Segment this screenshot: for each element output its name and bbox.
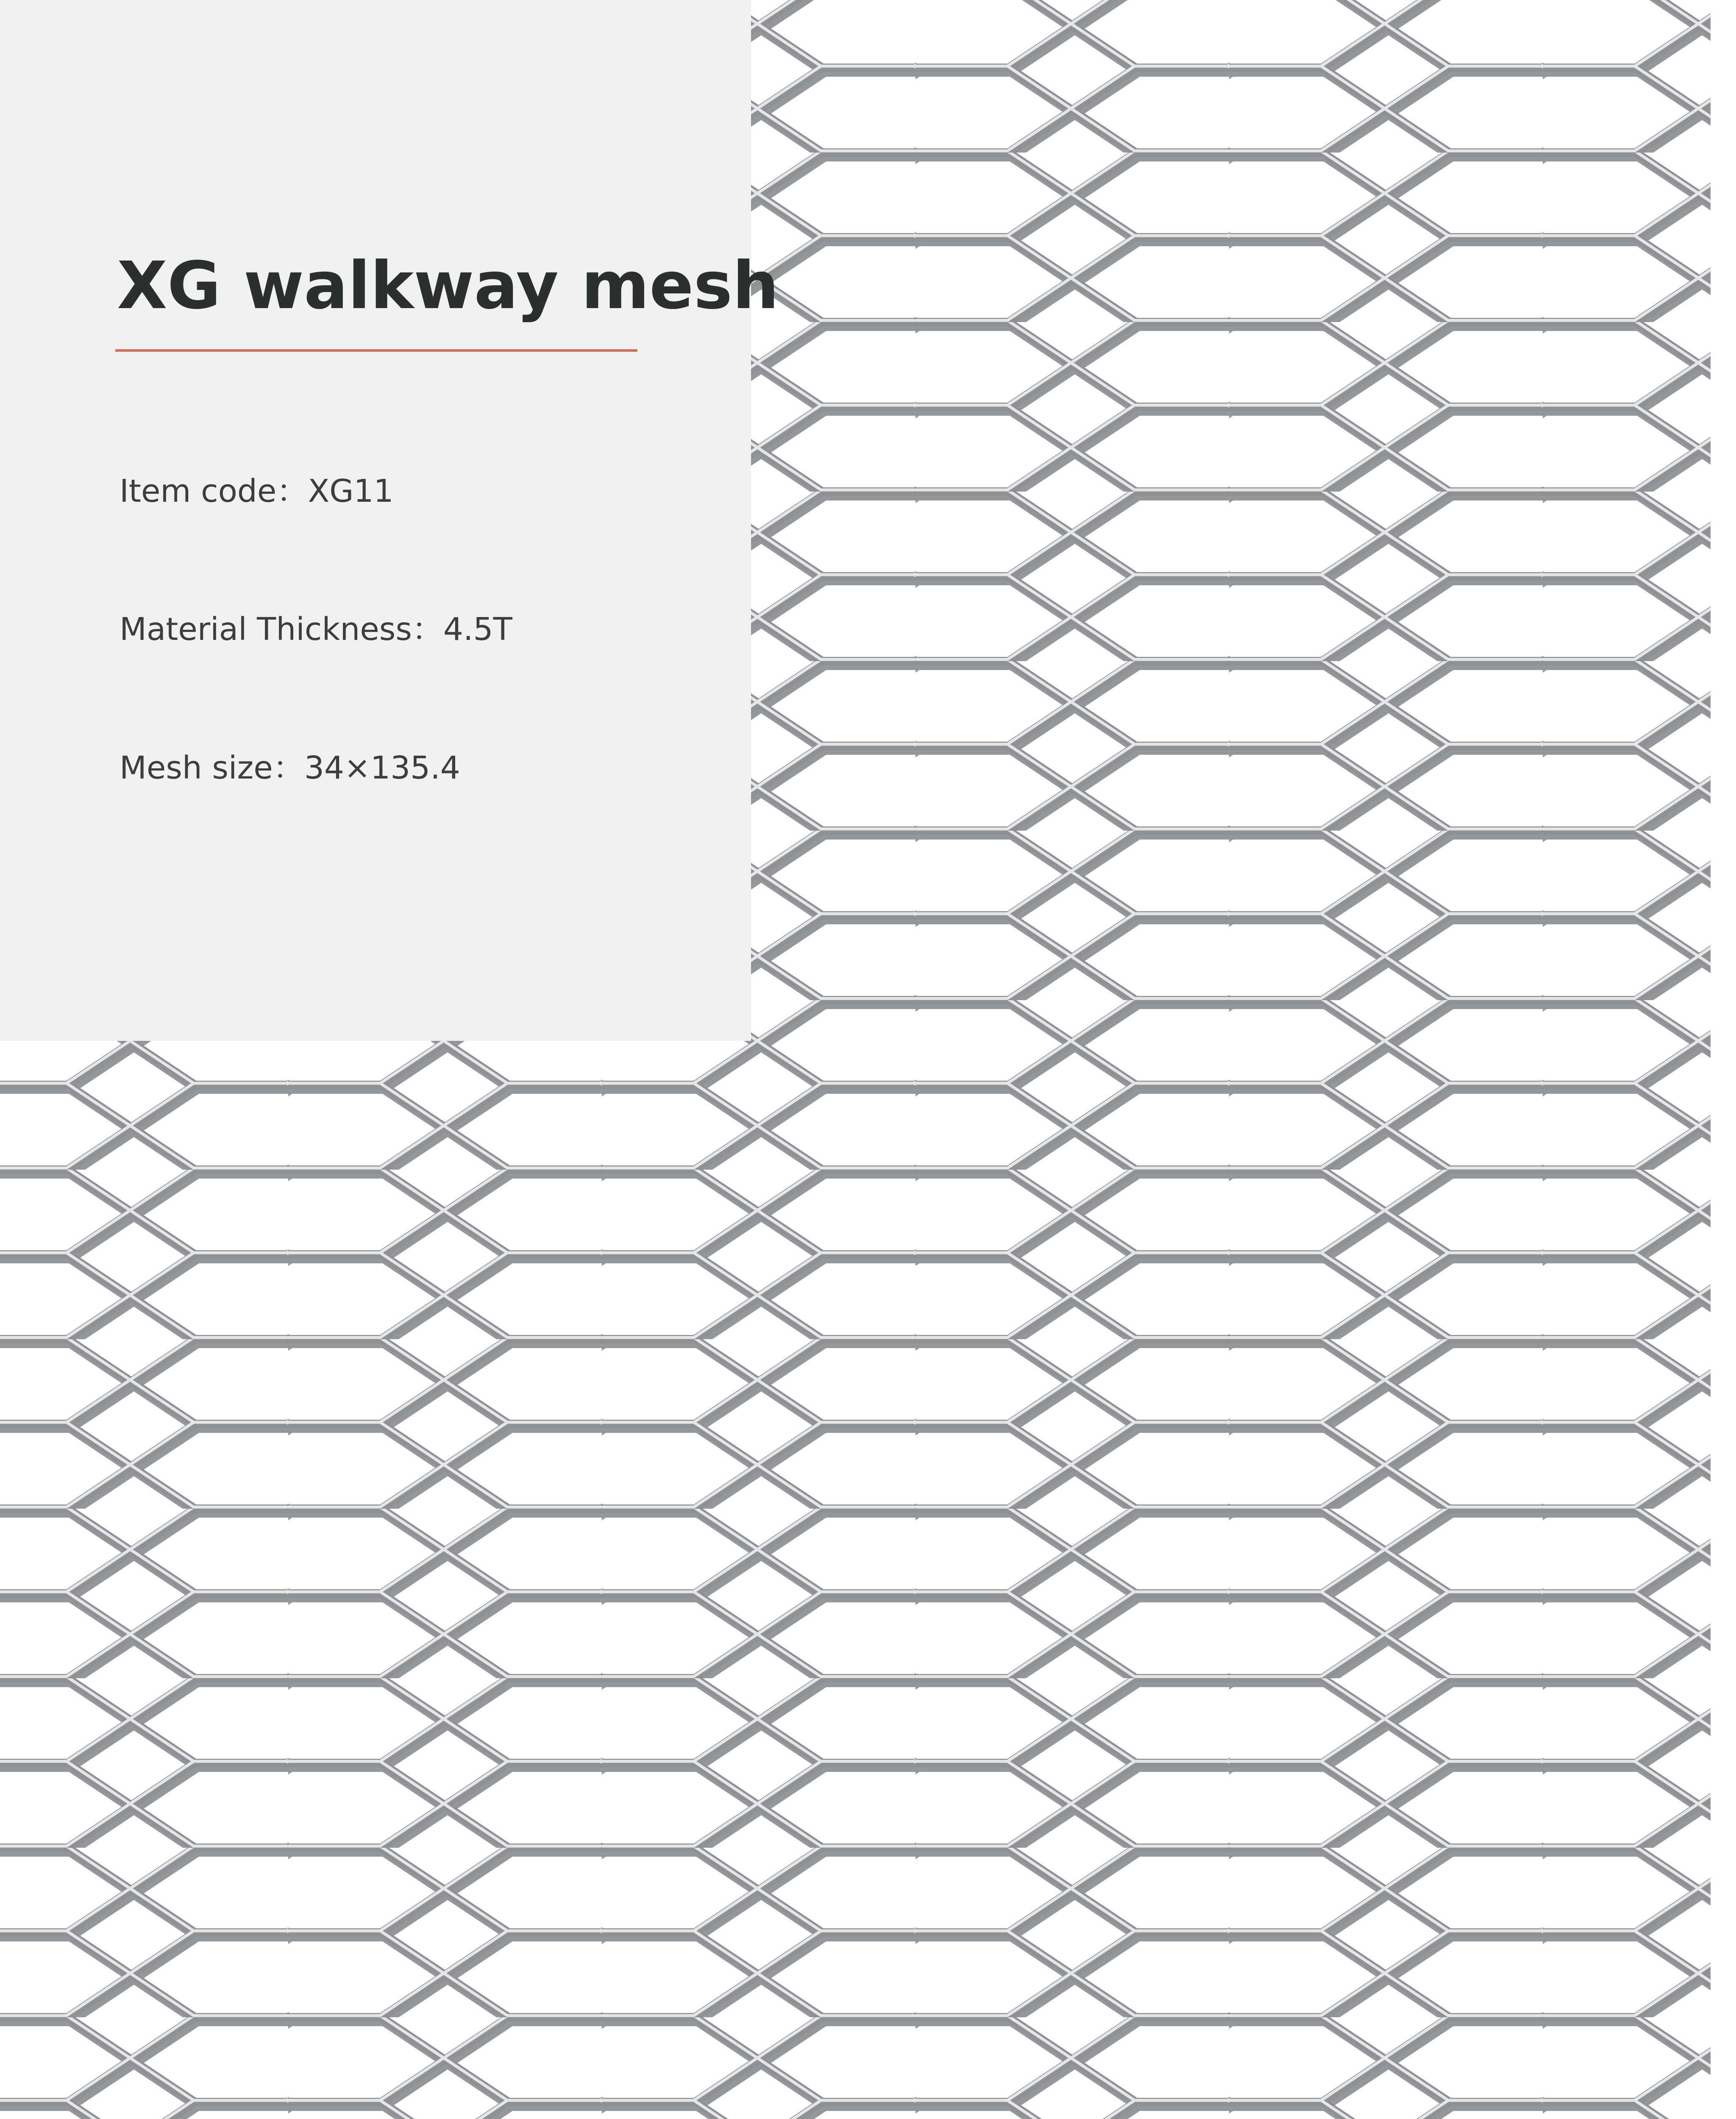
spec-item-code [120,473,394,509]
title-underline [115,349,637,352]
spec-item-code-label: Item code [120,473,277,509]
spec-material-thickness-label: Material Thickness [120,611,412,648]
spec-mesh-size-value: 34×135.4 [304,750,460,786]
spec-item-code-separator: ： [276,473,308,509]
spec-material-thickness-separator: ： [412,611,443,648]
spec-mesh-size-label: Mesh size [120,750,273,786]
spec-material-thickness [120,611,512,648]
spec-mesh-size-separator: ： [273,750,304,786]
spec-mesh-size [120,752,460,784]
product-title: XG walkway mesh [117,248,779,324]
spec-material-thickness-value: 4.5T [443,611,512,648]
spec-item-code-value: XG11 [308,473,394,509]
product-info-panel [0,0,779,1041]
